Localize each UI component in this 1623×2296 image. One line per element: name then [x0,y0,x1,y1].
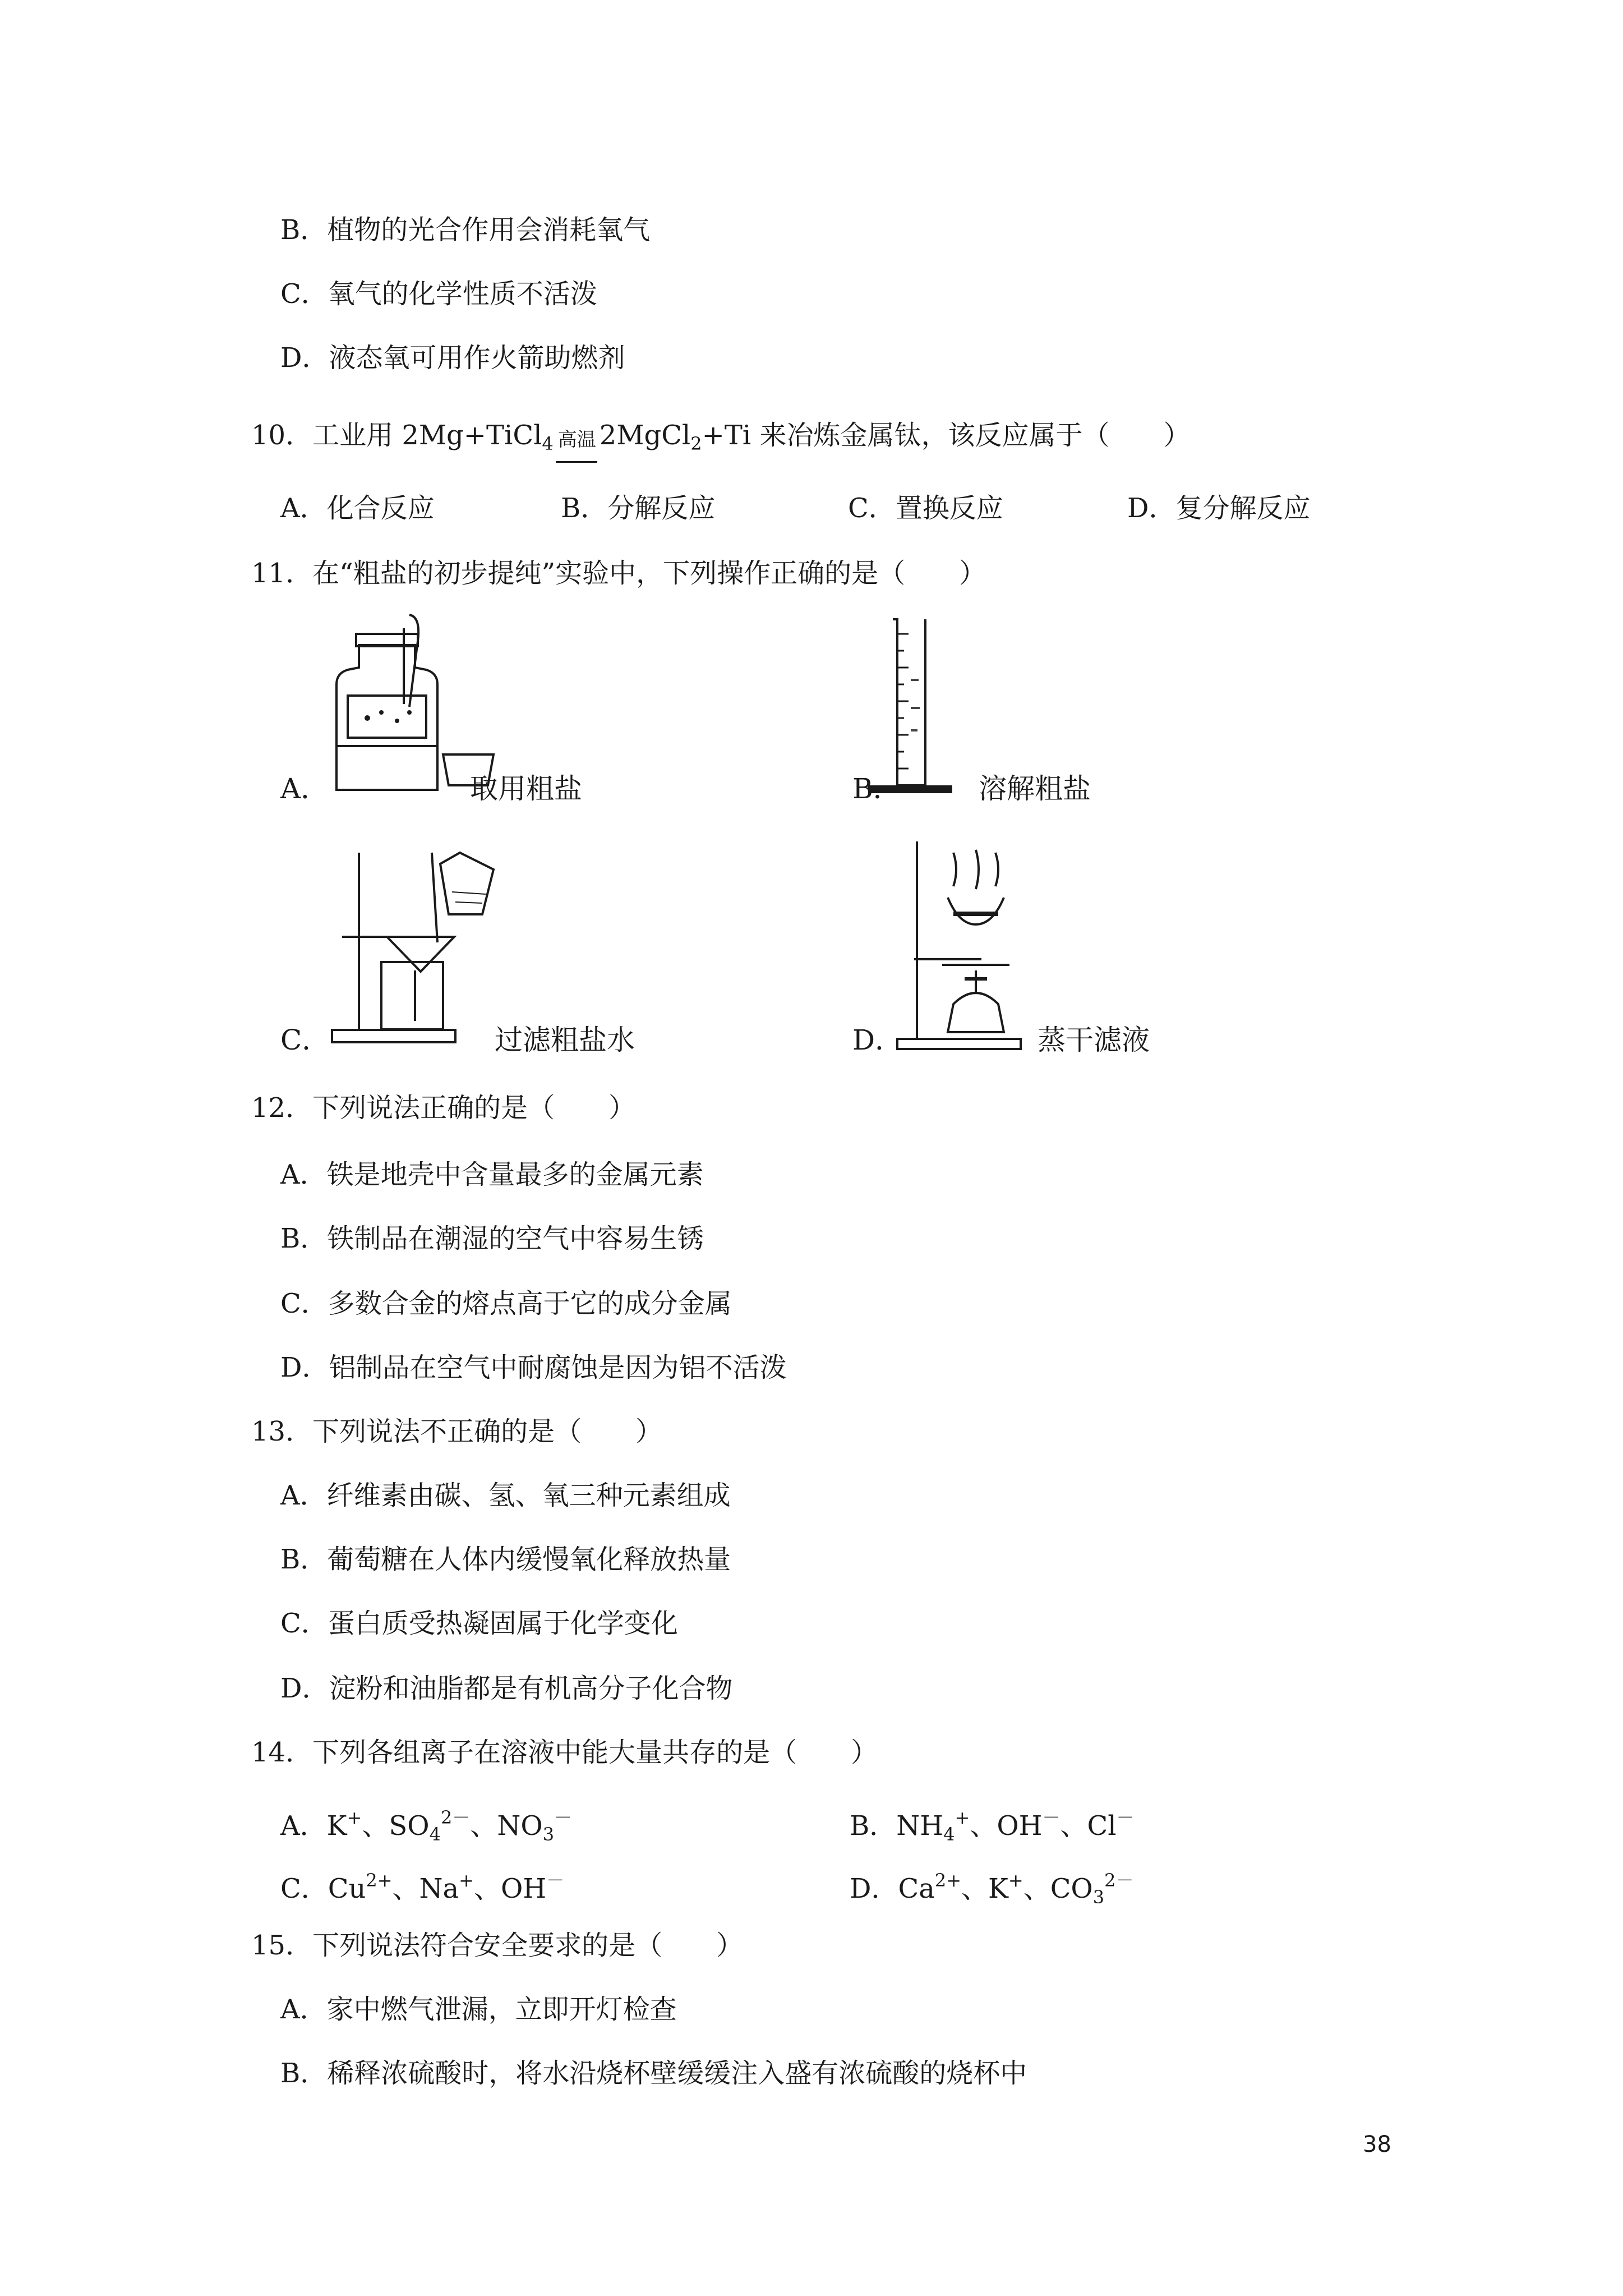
subscript: 4 [429,1824,441,1845]
charge: 2－ [1104,1870,1134,1891]
q10-option-d: D．复分解反应 [1127,493,1311,524]
text: B．NH [850,1810,944,1842]
charge: － [554,1807,573,1828]
evaporation-setup-illustration [892,836,1038,1055]
q10-prefix: 10．工业用 2Mg+TiCl [251,420,542,451]
text: D．Ca [850,1873,935,1904]
q11-option-c-caption: 过滤粗盐水 [495,1024,635,1056]
charge: 2－ [440,1807,471,1828]
subscript: 4 [943,1824,955,1845]
charge: － [1042,1807,1061,1828]
charge: + [1008,1870,1023,1891]
q10-suffix: +Ti 来冶炼金属钛，该反应属于（ ） [702,420,1191,451]
q12-stem: 12．下列说法正确的是（ ） [251,1092,636,1124]
q12-option-a: A．铁是地壳中含量最多的金属元素 [280,1159,704,1190]
q9-option-b: B．植物的光合作用会消耗氧气 [280,214,651,246]
q11-option-c-letter: C． [280,1024,330,1056]
charge: 2+ [366,1870,393,1891]
q11-option-d-caption: 蒸干滤液 [1038,1024,1150,1056]
charge: + [347,1807,362,1828]
q11-option-b-letter: B． [852,772,901,805]
text: 、OH [970,1810,1043,1842]
q10-option-b: B．分解反应 [561,493,716,524]
text: C．Cu [280,1873,366,1904]
subscript: 3 [542,1824,555,1845]
q12-option-d: D．铝制品在空气中耐腐蚀是因为铝不活泼 [280,1352,787,1383]
q15-option-b: B．稀释浓硫酸时，将水沿烧杯壁缓缓注入盛有浓硫酸的烧杯中 [280,2058,1027,2089]
q14-option-d [850,1864,1134,1914]
q14-option-b [850,1801,1135,1851]
subscript: 3 [1092,1887,1105,1908]
q13-stem: 13．下列说法不正确的是（ ） [251,1416,663,1447]
q13-option-c: C．蛋白质受热凝固属于化学变化 [280,1608,678,1639]
charge: － [1116,1807,1135,1828]
q10-condition: 高温 [557,429,596,451]
text: A．K [280,1810,347,1842]
q10-sub4: 4 [542,433,554,454]
text: 、NO [470,1810,543,1842]
text: 、K [961,1873,1008,1904]
q10-option-c: C．置换反应 [848,493,1003,524]
text: 、SO [362,1810,430,1842]
charge: + [955,1807,970,1828]
q10-option-a: A．化合反应 [280,493,435,524]
q14-option-a [280,1801,572,1851]
text: 、CO [1023,1873,1093,1904]
q11-option-d-letter: D． [852,1024,903,1056]
q9-option-c: C．氧气的化学性质不活泼 [280,278,597,310]
q11-option-a-caption: 取用粗盐 [470,772,582,805]
q13-option-d: D．淀粉和油脂都是有机高分子化合物 [280,1673,733,1704]
q14-option-c [280,1864,564,1906]
q10-product1: 2MgCl [599,420,691,451]
q15-stem: 15．下列说法符合安全要求的是（ ） [251,1930,744,1961]
q15-option-a: A．家中燃气泄漏，立即开灯检查 [280,1994,677,2025]
q12-option-b: B．铁制品在潮湿的空气中容易生锈 [280,1223,704,1254]
q11-option-a-letter: A． [280,772,329,805]
q12-option-c: C．多数合金的熔点高于它的成分金属 [280,1288,732,1319]
q13-option-a: A．纤维素由碳、氢、氧三种元素组成 [280,1480,731,1511]
charge: － [546,1870,565,1891]
charge: 2+ [934,1870,962,1891]
filtration-setup-illustration [325,841,516,1055]
q13-option-b: B．葡萄糖在人体内缓慢氧化释放热量 [280,1544,731,1575]
q11-stem: 11．在“粗盐的初步提纯”实验中，下列操作正确的是（ ） [251,558,986,589]
q11-option-b-caption: 溶解粗盐 [979,772,1091,805]
q10-sub2: 2 [690,433,702,454]
charge: + [459,1870,474,1891]
text: 、Na [392,1873,459,1904]
q10-stem [251,418,1191,461]
text: 、OH [473,1873,547,1904]
reagent-bottle-illustration [325,611,494,797]
page-number: 38 [1363,2132,1391,2157]
q10-equal-line [556,461,597,463]
q14-stem: 14．下列各组离子在溶液中能大量共存的是（ ） [251,1737,878,1768]
q9-option-d: D．液态氧可用作火箭助燃剂 [280,342,625,374]
text: 、Cl [1060,1810,1117,1842]
